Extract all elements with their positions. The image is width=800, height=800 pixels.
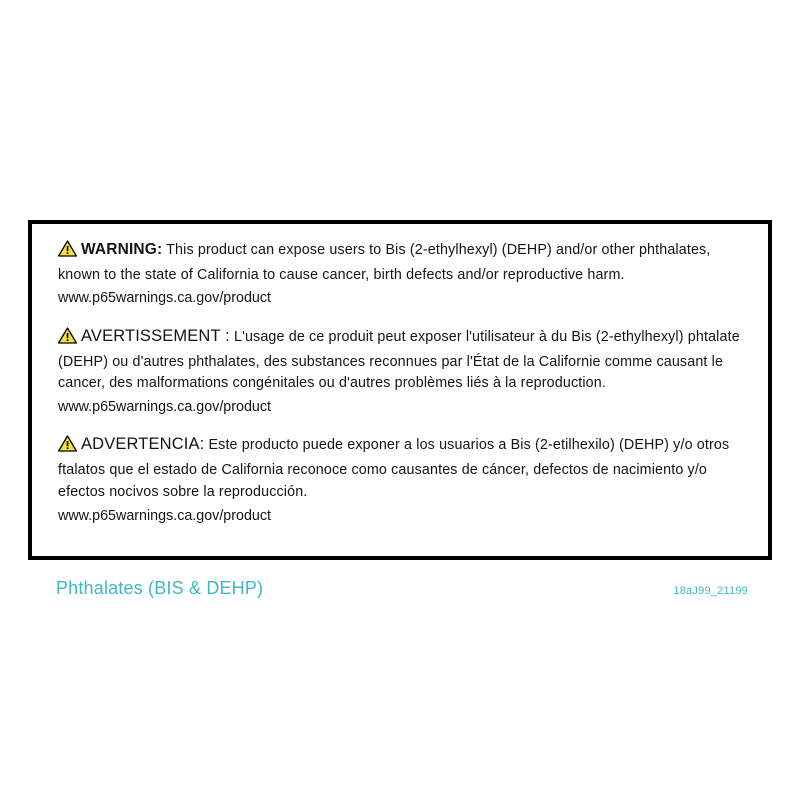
warning-triangle-icon (58, 327, 77, 352)
warning-block-spanish (58, 432, 744, 527)
warning-text-spanish (58, 432, 744, 503)
warning-text-french (58, 324, 744, 395)
warning-url-spanish: www.p65warnings.ca.gov/product (58, 507, 271, 524)
warning-text-english (58, 238, 744, 286)
warning-block-english (58, 238, 744, 310)
warning-url-french: www.p65warnings.ca.gov/product (58, 399, 271, 416)
warning-keyword-english: WARNING: (81, 241, 163, 258)
warning-body-spanish: Este producto puede exponer a los usuarios a Bis (2-etilhexilo) (DEHP) y/o otros ftalatos que el estado de California reconoce como causantes de cáncer, defectos de nacimiento y/o efectos nocivos sobre la reproducción. (58, 437, 730, 500)
prop65-warning-label (28, 220, 772, 560)
warning-block-french (58, 324, 744, 419)
footer-code: 18aJ99_21199 (673, 585, 748, 597)
warning-body-french: L'usage de ce produit peut exposer l'utilisateur à du Bis (2-ethylhexyl) phtalate (DEHP) ou d'autres phthalates, des substances reconnues par l'État de la Californie comme causant le cancer, des malformations congénitales ou d'autres problèmes liés à la reproduction. (58, 328, 740, 392)
warning-keyword-french: AVERTISSEMENT : (81, 326, 230, 345)
warning-triangle-icon (58, 435, 77, 460)
warning-keyword-spanish: ADVERTENCIA: (81, 435, 205, 454)
warning-url-english: www.p65warnings.ca.gov/product (58, 290, 271, 307)
warning-body-english: This product can expose users to Bis (2-ethylhexyl) (DEHP) and/or other phthalates, known to the state of California to cause cancer, birth defects and/or reproductive harm. (58, 242, 711, 283)
footer-title: Phthalates (BIS & DEHP) (56, 578, 264, 598)
warning-triangle-icon (58, 240, 77, 265)
